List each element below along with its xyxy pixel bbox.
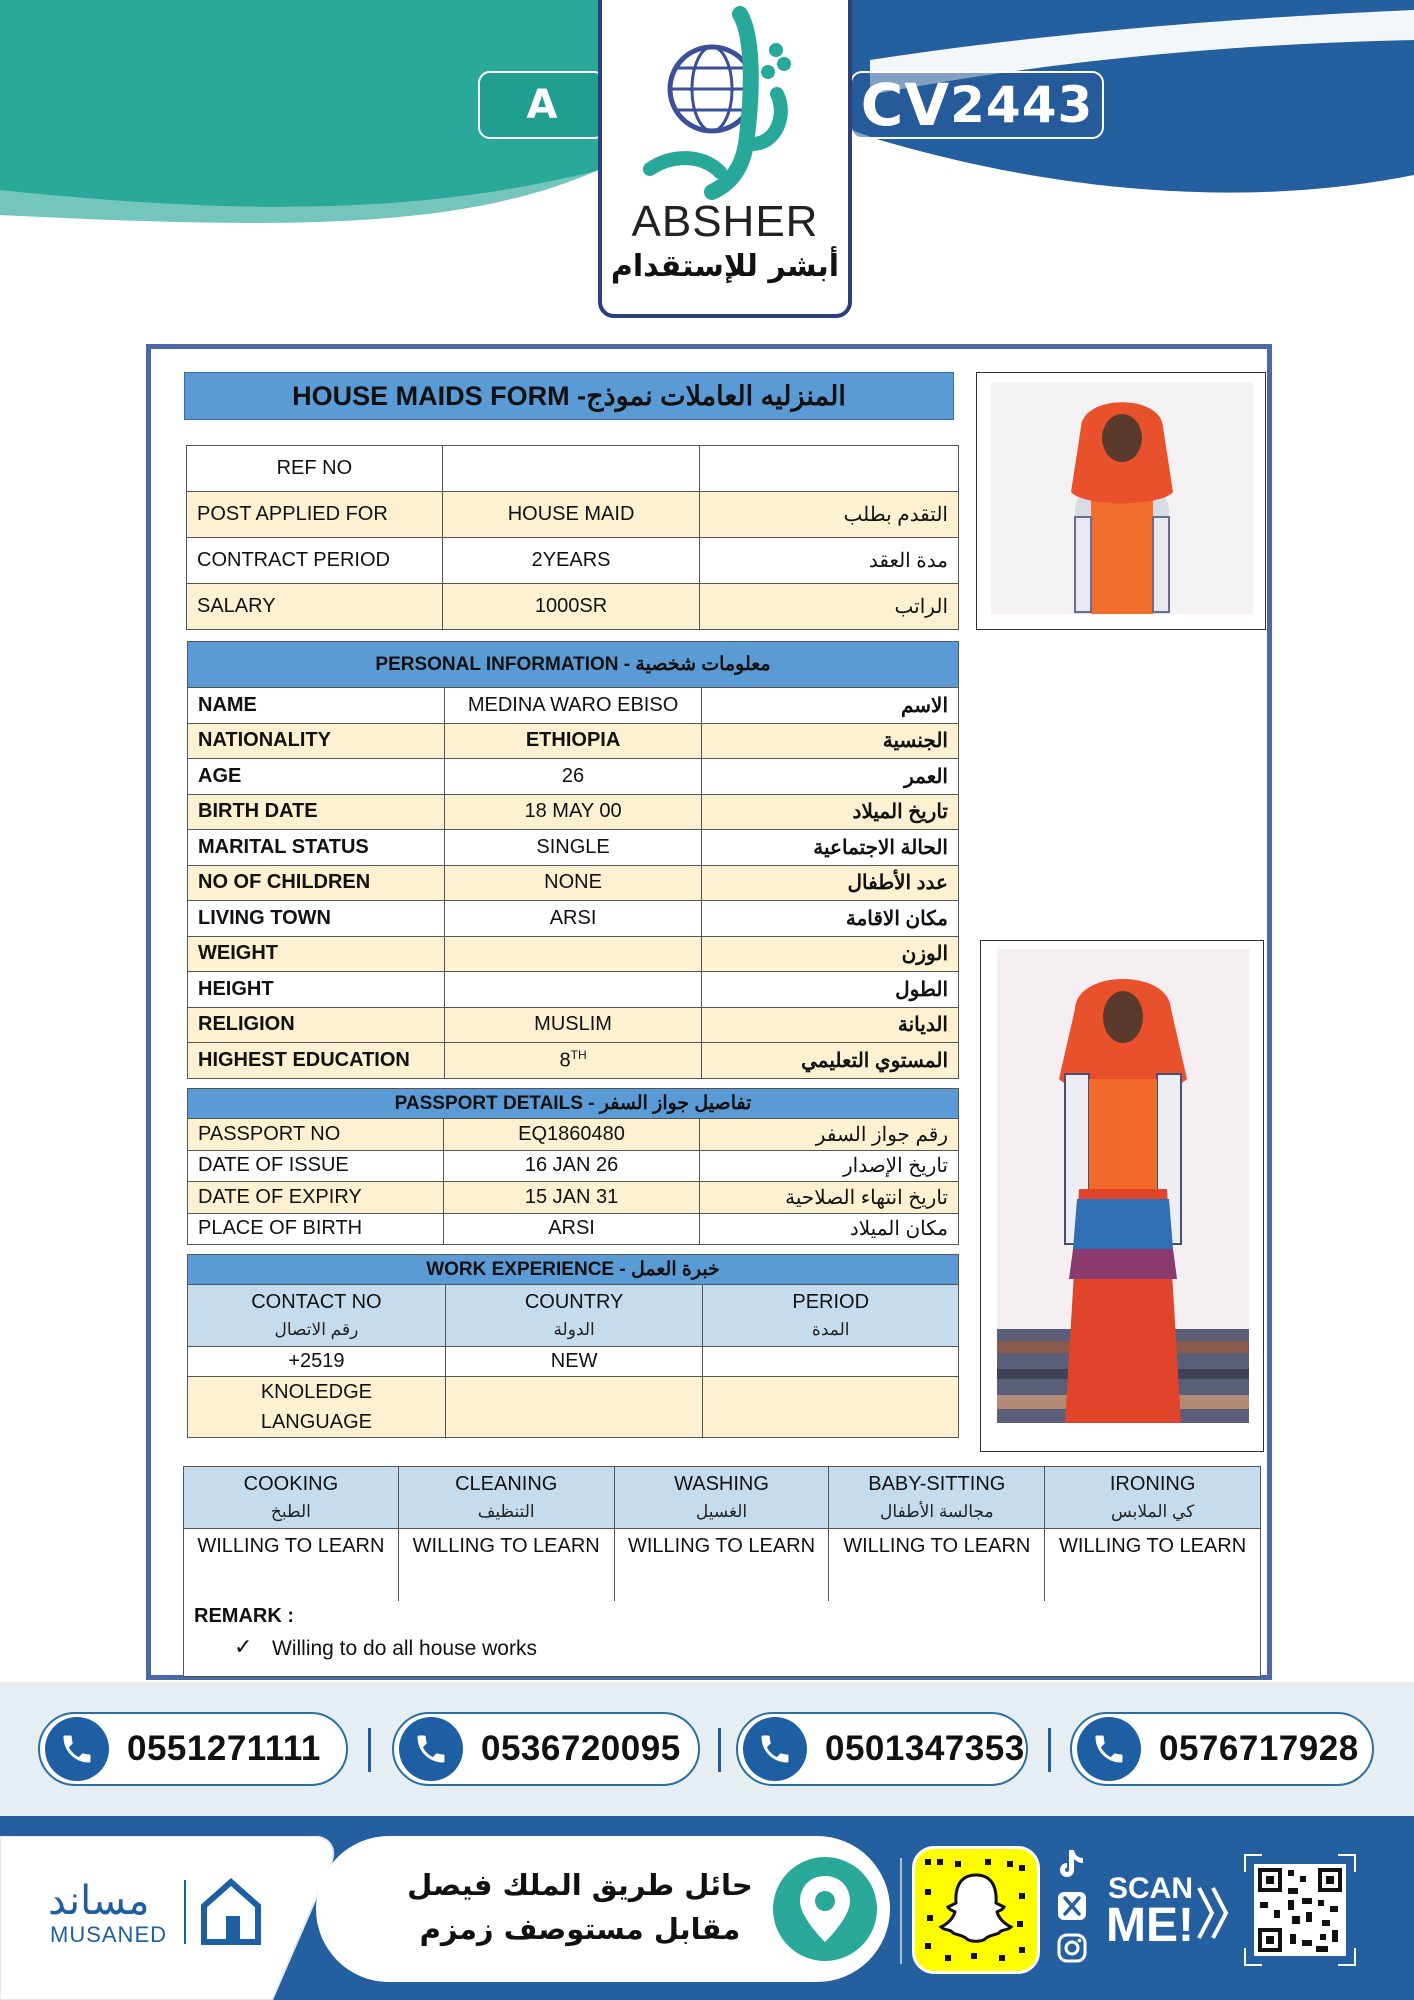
portrait-photo [991,382,1253,614]
divider [368,1728,371,1772]
portrait-photo-frame [976,372,1266,630]
table-row [188,794,959,830]
marital-status-value: SINGLE [444,830,702,866]
children-value: NONE [444,865,702,901]
place-of-birth-value: ARSI [443,1213,700,1245]
place-of-birth-label-ar: مكان الميلاد [700,1213,959,1245]
instagram-icon[interactable] [1054,1930,1090,1966]
table-row [188,1377,959,1438]
cooking-header [184,1467,399,1529]
country-header-ar: الدولة [553,1319,595,1339]
contract-period-label: CONTRACT PERIOD [187,538,443,584]
x-twitter-icon[interactable] [1054,1888,1090,1924]
issue-date-label-ar: تاريخ الإصدار [700,1150,959,1182]
nationality-label: NATIONALITY [188,723,445,759]
passport-details-table [187,1088,959,1245]
personal-information-table [187,641,959,1079]
double-chevron-right-icon [1196,1884,1230,1942]
company-logo [598,0,852,318]
height-label: HEIGHT [188,972,445,1008]
divider [900,1858,902,1964]
baby-sitting-header-ar: مجالسة الأطفال [880,1501,994,1521]
post-applied-label: POST APPLIED FOR [187,492,443,538]
age-label-ar: العمر [702,759,959,795]
personal-section-title: PERSONAL INFORMATION - معلومات شخصية [188,642,959,688]
expiry-date-label: DATE OF EXPIRY [188,1182,444,1214]
salary-label: SALARY [187,584,443,630]
contact-no-header-ar: رقم الاتصال [274,1319,359,1339]
post-applied-value: HOUSE MAID [442,492,700,538]
musaned-text-en: MUSANED [50,1922,168,1947]
qr-code[interactable] [1244,1854,1356,1966]
phone-number: 0501347353 [825,1729,1025,1768]
period-header-en: PERIOD [792,1290,870,1313]
table-row [188,901,959,937]
passport-section-title: PASSPORT DETAILS - تفاصيل جواز السفر [188,1089,959,1119]
washing-value: WILLING TO LEARN [614,1529,829,1602]
baby-sitting-header [829,1467,1045,1529]
ref-no-label-ar [700,446,959,492]
ironing-value: WILLING TO LEARN [1045,1529,1261,1602]
nationality-label-ar: الجنسية [702,723,959,759]
ref-no-label: REF NO [187,446,443,492]
divider [184,1880,186,1944]
contact-no-header-en: CONTACT NO [251,1290,382,1313]
table-row [188,1007,959,1043]
ironing-header-en: IRONING [1109,1472,1196,1495]
contract-period-value: 2YEARS [442,538,700,584]
header-badge-label: A [526,82,558,128]
salary-value: 1000SR [442,584,700,630]
cv-prefix: CV [860,71,951,139]
period-header-ar: المدة [811,1319,850,1339]
table-row [187,492,959,538]
skills-table [183,1466,1261,1602]
ref-no-value [442,446,700,492]
cooking-header-ar: الطبخ [270,1501,311,1521]
phone-contact-1[interactable] [38,1712,348,1786]
tiktok-icon[interactable] [1054,1846,1090,1882]
weight-label-ar: الوزن [702,936,959,972]
musaned-text-ar: مساند [48,1878,150,1924]
cooking-header-en: COOKING [243,1472,339,1495]
scan-me-label-2: ME! [1106,1899,1194,1952]
cv-number: 2443 [950,76,1094,134]
phone-number: 0551271111 [127,1729,321,1768]
checkmark-icon: ✓ [234,1635,253,1660]
language-country-value [445,1377,703,1438]
contract-period-label-ar: مدة العقد [700,538,959,584]
work-section-title: WORK EXPERIENCE - خبرة العمل [188,1255,959,1285]
scan-me-label-1: SCAN [1108,1872,1194,1905]
education-value-suffix: TH [570,1047,587,1062]
phone-number: 0576717928 [1159,1729,1359,1768]
table-row [187,584,959,630]
country-header-en: COUNTRY [524,1290,624,1313]
religion-label-ar: الديانة [702,1007,959,1043]
ironing-header-ar: كي الملابس [1110,1501,1195,1521]
phone-icon [743,1717,807,1781]
snapchat-ghost-icon [915,1849,1037,1971]
table-row [188,1043,959,1079]
work-period-value [703,1347,959,1377]
period-header [703,1285,959,1347]
cleaning-value: WILLING TO LEARN [398,1529,614,1602]
issue-date-label: DATE OF ISSUE [188,1150,444,1182]
work-experience-table [187,1254,959,1438]
table-row [188,688,959,724]
weight-label: WEIGHT [188,936,445,972]
table-row [184,1529,1261,1602]
work-contact-value: +2519 [188,1347,446,1377]
country-header [445,1285,703,1347]
table-row [188,723,959,759]
living-town-label: LIVING TOWN [188,901,445,937]
height-label-ar: الطول [702,972,959,1008]
birth-date-label: BIRTH DATE [188,794,445,830]
washing-header-en: WASHING [674,1472,769,1495]
table-row [188,1150,959,1182]
address-line-1: حائل طريق الملك فيصل [407,1868,753,1902]
table-header-row [184,1467,1261,1529]
washing-header [614,1467,829,1529]
education-label: HIGHEST EDUCATION [188,1043,445,1079]
contact-no-header [188,1285,446,1347]
religion-label: RELIGION [188,1007,445,1043]
table-row [188,936,959,972]
remark-item: Willing to do all house works [272,1637,537,1660]
cleaning-header-en: CLEANING [455,1472,558,1495]
education-value-cell [444,1043,702,1079]
musaned-logo-icon [198,1876,264,1948]
location-pin-icon[interactable] [772,1856,878,1962]
language-period-value [703,1377,959,1438]
full-body-photo [997,949,1249,1423]
table-row [188,830,959,866]
place-of-birth-label: PLACE OF BIRTH [188,1213,444,1245]
religion-value: MUSLIM [444,1007,702,1043]
logo-text-ar: أبشر للإستقدام [610,249,840,284]
phone-contact-3[interactable] [736,1712,1028,1786]
post-applied-label-ar: التقدم بطلب [700,492,959,538]
salary-label-ar: الراتب [700,584,959,630]
education-label-ar: المستوي التعليمي [702,1043,959,1079]
phone-contact-4[interactable] [1070,1712,1374,1786]
remark-title: REMARK : [194,1605,294,1627]
table-row [187,538,959,584]
passport-no-label: PASSPORT NO [188,1119,444,1151]
children-label-ar: عدد الأطفال [702,865,959,901]
expiry-date-value: 15 JAN 31 [443,1182,700,1214]
birth-date-value: 18 MAY 00 [444,794,702,830]
issue-date-value: 16 JAN 26 [443,1150,700,1182]
age-label: AGE [188,759,445,795]
table-row [188,972,959,1008]
divider [1048,1728,1051,1772]
work-country-value: NEW [445,1347,703,1377]
form-title: HOUSE MAIDS FORM -المنزليه العاملات نموذج [184,372,954,420]
phone-icon [1077,1717,1141,1781]
education-value: 8 [559,1049,571,1072]
passport-no-label-ar: رقم جواز السفر [700,1119,959,1151]
table-row [188,865,959,901]
table-row [188,1119,959,1151]
age-value: 26 [444,759,702,795]
name-value: MEDINA WARO EBISO [444,688,702,724]
ironing-header [1045,1467,1261,1529]
marital-status-label-ar: الحالة الاجتماعية [702,830,959,866]
snapchat-qr-code[interactable] [912,1846,1040,1974]
birth-date-label-ar: تاريخ الميلاد [702,794,959,830]
height-value [444,972,702,1008]
header-badge-a [478,71,606,139]
children-label: NO OF CHILDREN [188,865,445,901]
baby-sitting-value: WILLING TO LEARN [829,1529,1045,1602]
cooking-value: WILLING TO LEARN [184,1529,399,1602]
living-town-value: ARSI [444,901,702,937]
marital-status-label: MARITAL STATUS [188,830,445,866]
full-body-photo-frame [980,940,1264,1452]
phone-icon [399,1717,463,1781]
name-label: NAME [188,688,445,724]
cleaning-header-ar: التنظيف [477,1501,535,1521]
phone-number: 0536720095 [481,1729,681,1768]
divider [718,1728,721,1772]
remark-section [183,1601,1261,1677]
cv-number-badge [850,71,1104,139]
living-town-label-ar: مكان الاقامة [702,901,959,937]
language-label: KNOLEDGE LANGUAGE [188,1377,446,1438]
application-summary-table [186,445,959,630]
table-row [187,446,959,492]
name-label-ar: الاسم [702,688,959,724]
weight-value [444,936,702,972]
logo-text-en: ABSHER [631,197,819,246]
passport-no-value: EQ1860480 [443,1119,700,1151]
table-header-row [188,1285,959,1347]
phone-contact-2[interactable] [392,1712,700,1786]
table-row [188,759,959,795]
cleaning-header [398,1467,614,1529]
washing-header-ar: الغسيل [695,1501,748,1521]
nationality-value: ETHIOPIA [444,723,702,759]
table-row [188,1213,959,1245]
table-row [188,1182,959,1214]
address-line-2: مقابل مستوصف زمزم [419,1912,741,1946]
expiry-date-label-ar: تاريخ انتهاء الصلاحية [700,1182,959,1214]
table-row [188,1347,959,1377]
baby-sitting-header-en: BABY-SITTING [868,1472,1006,1495]
phone-icon [45,1717,109,1781]
